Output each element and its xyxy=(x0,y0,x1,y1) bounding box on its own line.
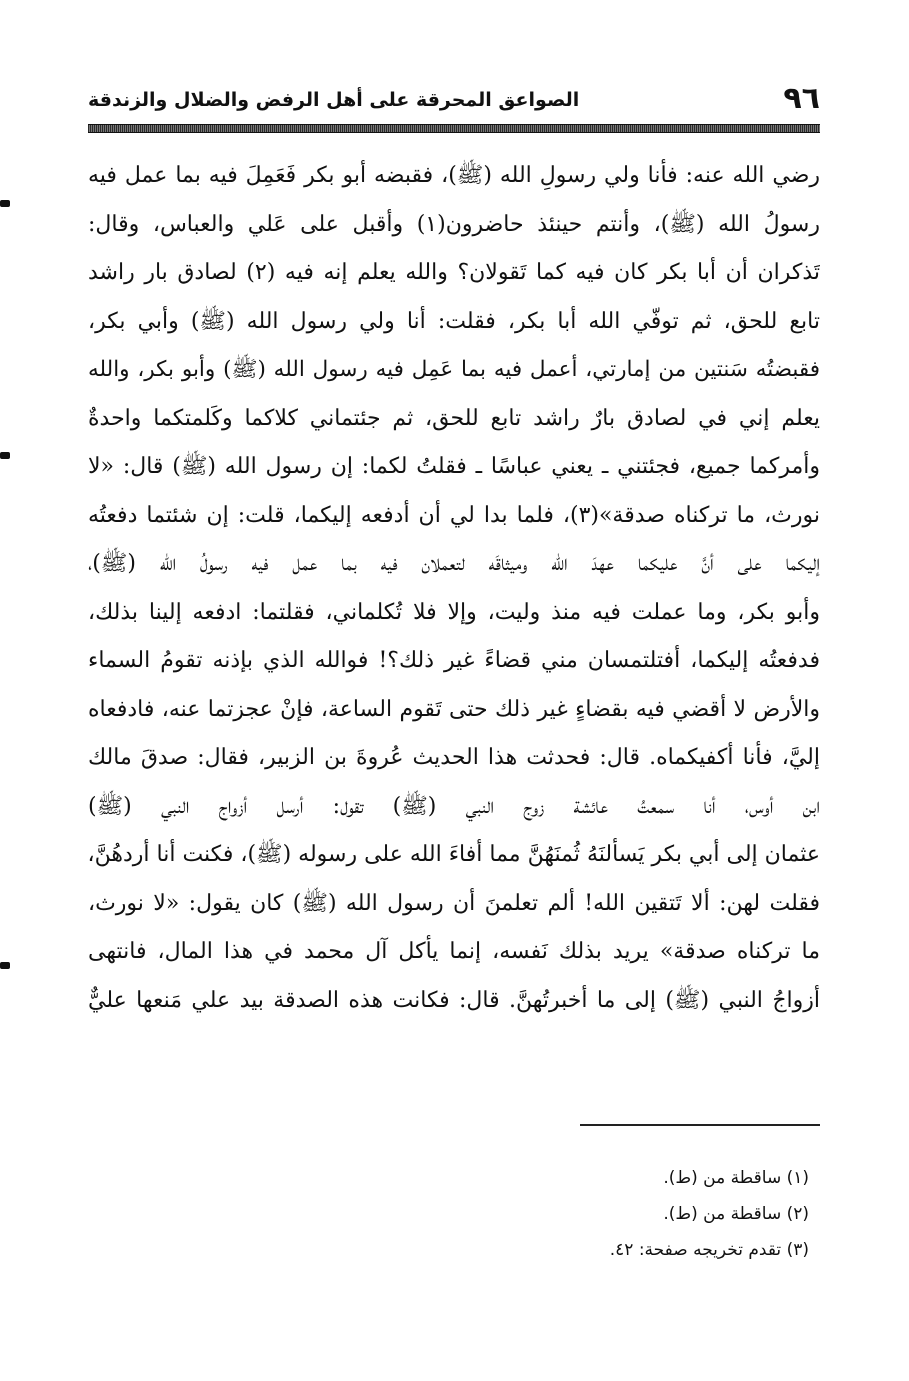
text-line: رسولُ الله (ﷺ)، وأنتم حينئذ حاضرون(١) وأقبل على عَلي والعباس، وقال: xyxy=(88,211,820,237)
margin-mark xyxy=(0,962,10,969)
footnote-1: (١) ساقطة من (ط). xyxy=(663,1168,809,1188)
running-title: الصواعق المحرقة على أهل الرفض والضلال والزندقة xyxy=(88,89,580,111)
text-line: عثمان إلى أبي بكر يَسألنَهُ ثُمنَهُنَّ مما أفاءَ الله على رسوله (ﷺ)، فكنت أنا أردهُنَّ، xyxy=(88,842,820,867)
text-line: رضي الله عنه: فأنا ولي رسولِ الله (ﷺ)، فقبضه أبو بكر فَعَمِلَ فيه بما عمل فيه xyxy=(88,163,820,188)
text-line: فقبضتُه سَنتين من إمارتي، أعمل فيه بما عَمِل فيه رسول الله (ﷺ) وأبو بكر، والله xyxy=(88,357,820,382)
page-header xyxy=(88,72,820,120)
text-line: نورث، ما تركناه صدقة»(٣)، فلما بدا لي أن أدفعه إليكما، قلت: إن شئتما دفعتُه xyxy=(88,502,820,528)
footnote-3: (٣) تقدم تخريجه صفحة: ٤٢. xyxy=(609,1240,809,1260)
text-line: أزواجُ النبي (ﷺ) إلى ما أخبرتُهنَّ. قال: فكانت هذه الصدقة بيد علي مَنعها عليٌّ xyxy=(88,987,820,1013)
page-number: ٩٦ xyxy=(783,81,820,116)
text-line: ما تركناه صدقة» يريد بذلك نَفسه، إنما يأكل آل محمد في هذا المال، فانتهى xyxy=(88,939,820,964)
footnotes xyxy=(409,1160,809,1268)
text-line: تابع للحق، ثم توفّي الله أبا بكر، فقلت: أنا ولي رسول الله (ﷺ) وأبي بكر، xyxy=(88,308,820,334)
text-line: وأبو بكر، وما عملت فيه منذ وليت، وإلا فلا تُكلماني، فقلتما: ادفعه إلينا بذلك، xyxy=(88,599,820,625)
margin-mark xyxy=(0,200,10,207)
text-line: ابن أوس، أنا سمعتُ عائشة زوج النبي (ﷺ) تقول: أرسل أزواج النبي (ﷺ) xyxy=(88,793,820,819)
text-line: يعلم إني في لصادق بارٌ راشد تابع للحق، ثم جئتماني كلاكما وكَلمتكما واحدةٌ xyxy=(88,405,820,431)
footnote-separator xyxy=(580,1124,820,1126)
footnote-2: (٢) ساقطة من (ط). xyxy=(663,1204,809,1224)
header-rule xyxy=(88,124,820,133)
margin-mark xyxy=(0,452,10,459)
text-line: تَذكران أن أبا بكر كان فيه كما تَقولان؟ والله يعلم إنه فيه (٢) لصادق بار راشد xyxy=(88,260,820,285)
text-line: إليكما على أنَّ عليكما عهدَ الله وميثاقَه لتعملان فيه بما عمل فيه رسولُ الله (ﷺ)، xyxy=(88,551,820,576)
text-line: إليَّ، فأنا أكفيكماه. قال: فحدثت هذا الحديث عُروةَ بن الزبير، فقال: صدقَ مالك xyxy=(88,745,820,770)
body-text xyxy=(88,152,820,1025)
text-line: فقلت لهن: ألا تَتقين الله! ألم تعلمنَ أن رسول الله (ﷺ) كان يقول: «لا نورث، xyxy=(88,890,820,916)
text-line: والأرض لا أقضي فيه بقضاءٍ غير ذلك حتى تَقوم الساعة، فإنْ عجزتما عنه، فادفعاه xyxy=(88,696,820,722)
text-line: وأمركما جميع، فجئتني ـ يعني عباسًا ـ فقلتُ لكما: إن رسول الله (ﷺ) قال: «لا xyxy=(88,454,820,479)
text-line: فدفعتُه إليكما، أفتلتمسان مني قضاءً غير ذلك؟! فوالله الذي بإذنه تقومُ السماء xyxy=(88,648,820,673)
